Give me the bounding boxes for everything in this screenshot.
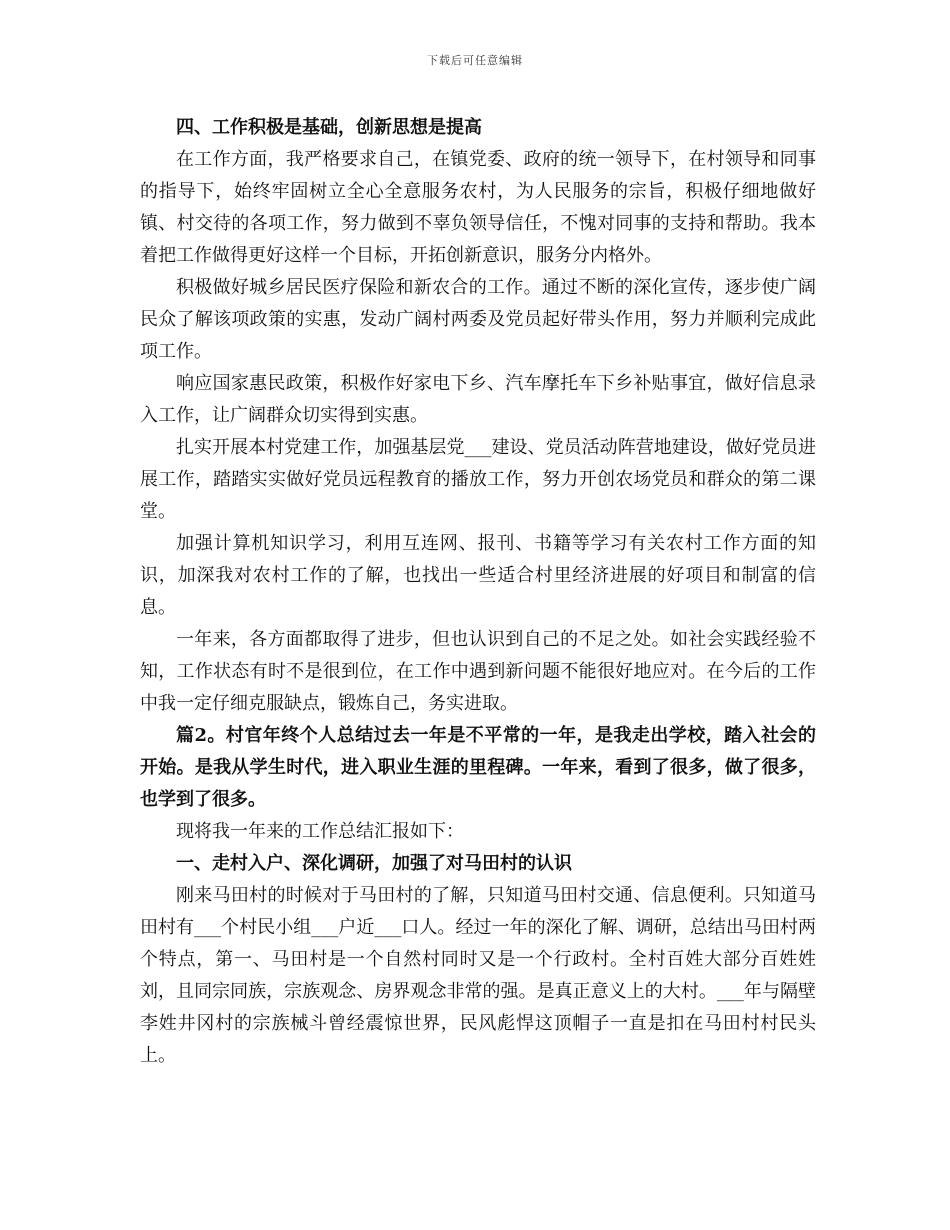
paragraph-year-review: 一年来，各方面都取得了进步，但也认识到自己的不足之处。如社会实践经验不知，工作状态有时不是很到位，在工作中遇到新问题不能很好地应对。在今后的工作中我一定仔细克服缺点，锻炼自己，务实进取。: [140, 629, 816, 714]
paragraph-report-intro: 现将我一年来的工作总结汇报如下：: [176, 821, 464, 842]
section-heading-1: 一、走村入户、深化调研，加强了对马田村的认识: [176, 853, 572, 874]
section-heading-4: 四、工作积极是基础，创新思想是提高: [176, 117, 482, 138]
paragraph-village-research: 刚来马田村的时候对于马田村的了解，只知道马田村交通、信息便利。只知道马田村有___个村民小组___户近___口人。经过一年的深化了解、调研，总结出马田村两个特点，第一、马田村是一个自然村同时又是一个行政村。全村百姓大部分百姓姓刘，且同宗同族，宗族观念、房界观念非常的强。是真正意义上的大村。___年与隔壁李姓井冈村的宗族械斗曾经震惊世界，民风彪悍这顶帽子一直是扣在马田村村民头上。: [140, 885, 816, 1066]
paragraph-article-2-intro: 篇2。村官年终个人总结过去一年是不平常的一年，是我走出学校，踏入社会的开始。是我从学生时代，进入职业生涯的里程碑。一年来，看到了很多，做了很多，也学到了很多。: [140, 725, 816, 810]
paragraph-party-building: 扎实开展本村党建工作，加强基层党___建设、党员活动阵营地建设，做好党员进展工作，踏踏实实做好党员远程教育的播放工作，努力开创农场党员和群众的第二课堂。: [140, 437, 816, 522]
page-header: 下载后可任意编辑: [427, 54, 523, 67]
paragraph-medical-insurance: 积极做好城乡居民医疗保险和新农合的工作。通过不断的深化宣传，逐步使广阔民众了解该项政策的实惠，发动广阔村两委及党员起好带头作用，努力并顺利完成此项工作。: [140, 277, 816, 362]
paragraph-computer-learning: 加强计算机知识学习，利用互连网、报刊、书籍等学习有关农村工作方面的知识，加深我对农村工作的了解，也找出一些适合村里经济进展的好项目和制富的信息。: [140, 533, 816, 618]
paragraph-work-attitude: 在工作方面，我严格要求自己，在镇党委、政府的统一领导下，在村领导和同事的指导下，始终牢固树立全心全意服务农村，为人民服务的宗旨，积极仔细地做好镇、村交待的各项工作，努力做到不辜负领导信任，不愧对同事的支持和帮助。我本着把工作做得更好这样一个目标，开拓创新意识，服务分内格外。: [140, 149, 816, 266]
paragraph-subsidy: 响应国家惠民政策，积极作好家电下乡、汽车摩托车下乡补贴事宜，做好信息录入工作，让广阔群众切实得到实惠。: [140, 373, 816, 426]
document-body: [140, 112, 816, 1072]
